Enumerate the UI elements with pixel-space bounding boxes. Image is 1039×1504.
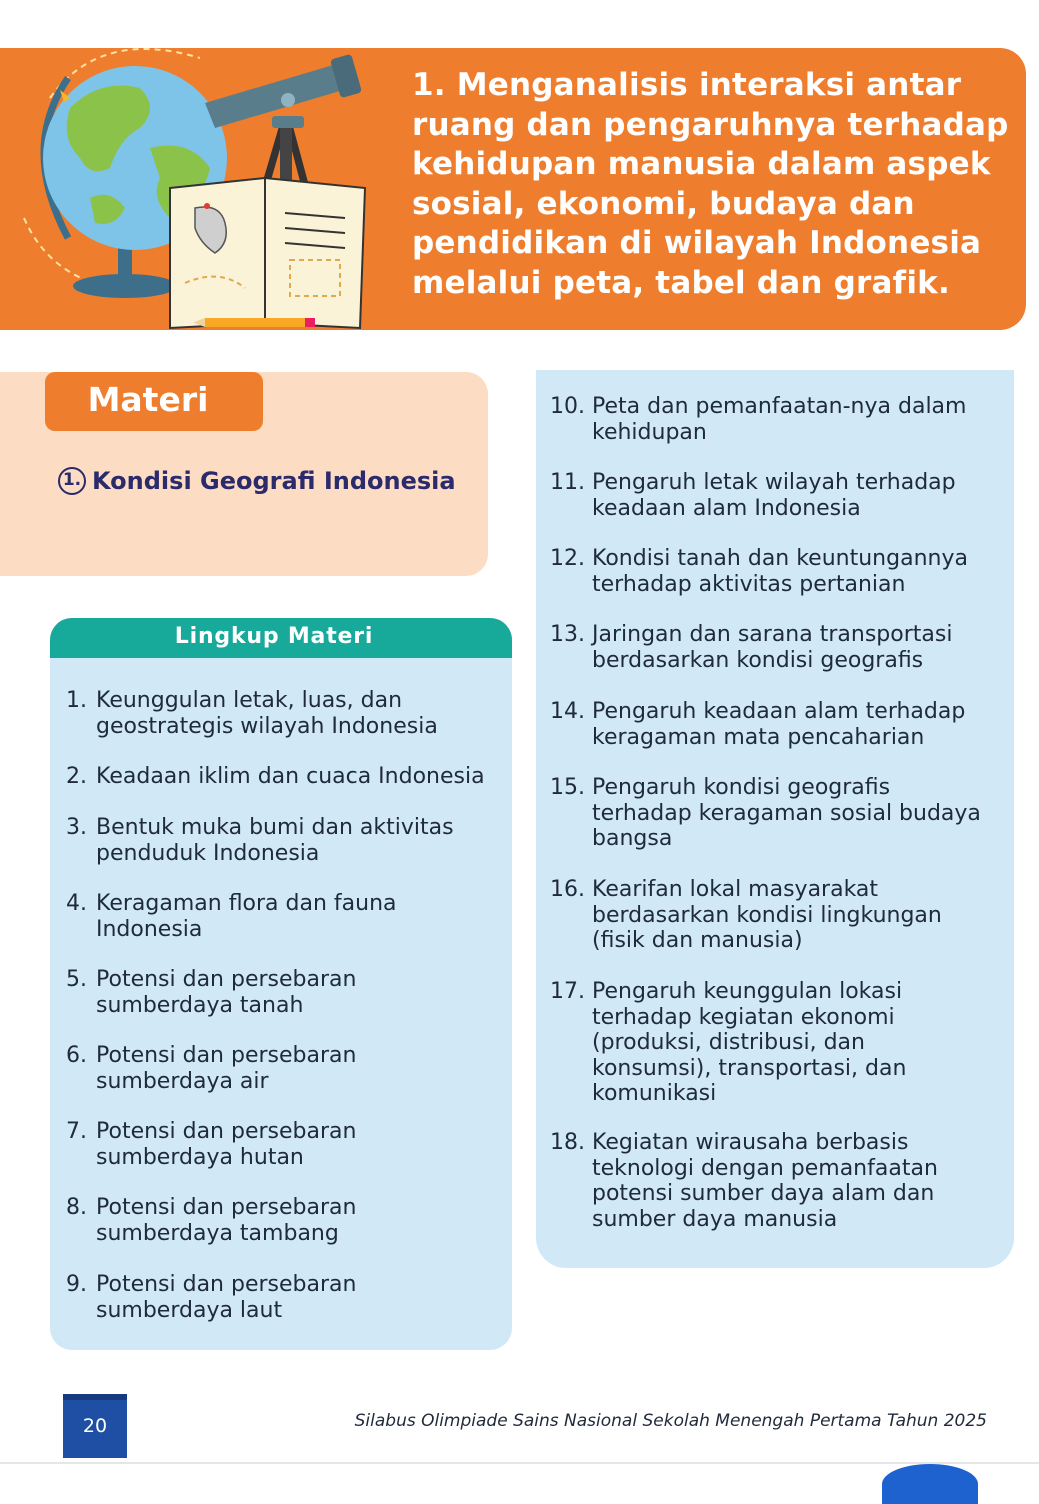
item-number: 15. [550, 775, 585, 800]
item-number: 10. [550, 394, 585, 419]
item-text: Pengaruh kondisi geografis terhadap keragaman sosial budaya bangsa [592, 775, 981, 851]
topic-heading [58, 467, 456, 495]
item-number: 12. [550, 546, 585, 571]
topic-number: 1. [62, 470, 82, 490]
open-book-map-icon [170, 178, 365, 328]
item-text: Kearifan lokal masyarakat berdasarkan kondisi lingkungan (fisik dan manusia) [592, 877, 942, 953]
item-text: Potensi dan persebaran sumberdaya tambang [96, 1195, 357, 1246]
footer-text: Silabus Olimpiade Sains Nasional Sekolah Menengah Pertama Tahun 2025 [354, 1411, 987, 1431]
item-number: 7. [66, 1119, 87, 1144]
banner-title: 1. Menganalisis interaksi antar ruang dan pengaruhnya terhadap kehidupan manusia dalam aspek sosial, ekonomi, budaya dan pendidikan di wilayah Indonesia melalui peta, tabel dan grafik. [412, 67, 1009, 301]
item-number: 6. [66, 1043, 87, 1068]
item-number: 11. [550, 470, 585, 495]
item-number: 4. [66, 891, 87, 916]
item-text: Potensi dan persebaran sumberdaya air [96, 1043, 357, 1094]
item-text: Pengaruh keadaan alam terhadap keragaman mata pencaharian [592, 699, 966, 750]
item-number: 5. [66, 967, 87, 992]
item-number: 9. [66, 1272, 87, 1297]
item-text: Peta dan pemanfaatan-nya dalam kehidupan [592, 394, 967, 445]
page-number: 20 [63, 1394, 127, 1458]
footer-divider [0, 1462, 1039, 1464]
item-text: Keunggulan letak, luas, dan geostrategis wilayah Indonesia [96, 688, 438, 739]
item-text: Bentuk muka bumi dan aktivitas penduduk Indonesia [96, 815, 454, 866]
materi-badge: Materi [45, 372, 263, 431]
item-text: Pengaruh keunggulan lokasi terhadap kegiatan ekonomi (produksi, distribusi, dan konsumsi), transportasi, dan komunikasi [592, 979, 907, 1106]
decorative-shape [882, 1464, 978, 1504]
item-text: Kondisi tanah dan keuntungannya terhadap aktivitas pertanian [592, 546, 968, 597]
item-number: 8. [66, 1195, 87, 1220]
illustration [10, 28, 400, 338]
topic-number-circle [58, 467, 86, 495]
item-text: Kegiatan wirausaha berbasis teknologi dengan pemanfaatan potensi sumber daya alam dan sumber daya manusia [592, 1130, 938, 1232]
item-text: Keragaman flora dan fauna Indonesia [96, 891, 397, 942]
lingkup-materi-header: Lingkup Materi [50, 618, 512, 658]
pencil-icon [193, 318, 315, 327]
item-text: Potensi dan persebaran sumberdaya hutan [96, 1119, 357, 1170]
item-number: 14. [550, 699, 585, 724]
item-text: Potensi dan persebaran sumberdaya laut [96, 1272, 357, 1323]
item-number: 3. [66, 815, 87, 840]
item-text: Pengaruh letak wilayah terhadap keadaan alam Indonesia [592, 470, 956, 521]
item-text: Jaringan dan sarana transportasi berdasarkan kondisi geografis [592, 622, 953, 673]
item-text: Keadaan iklim dan cuaca Indonesia [96, 764, 485, 789]
item-number: 16. [550, 877, 585, 902]
item-number: 13. [550, 622, 585, 647]
item-number: 1. [66, 688, 87, 713]
item-number: 18. [550, 1130, 585, 1155]
topic-label: Kondisi Geografi Indonesia [92, 467, 456, 495]
item-text: Potensi dan persebaran sumberdaya tanah [96, 967, 357, 1018]
item-number: 17. [550, 979, 585, 1004]
item-number: 2. [66, 764, 87, 789]
